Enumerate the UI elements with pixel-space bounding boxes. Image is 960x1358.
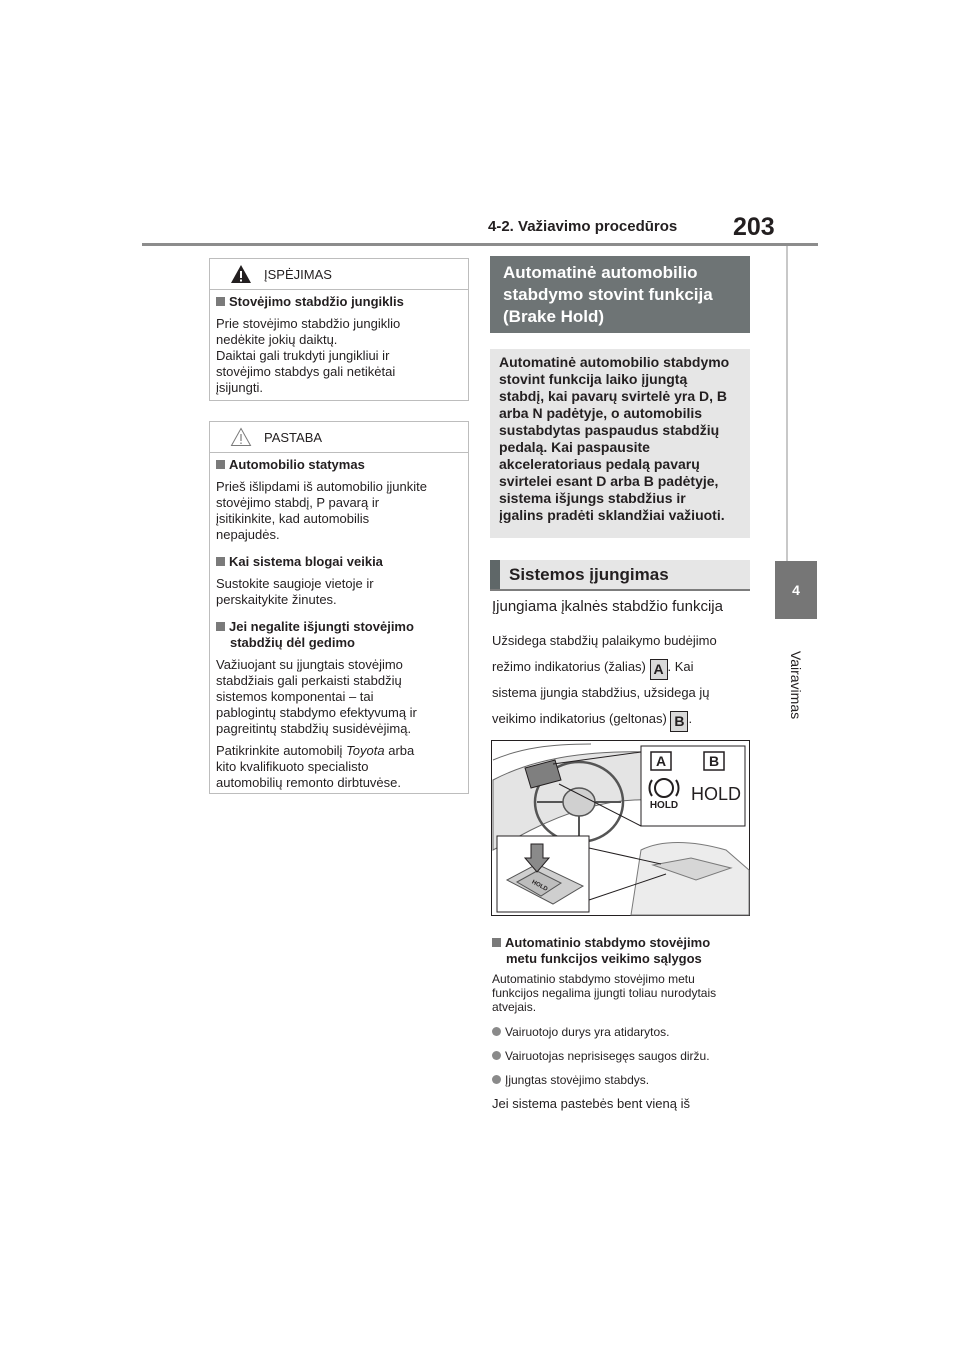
notice-text-line: kito kvalifikuoto specialisto — [216, 759, 369, 774]
subheading-rule — [490, 589, 750, 591]
step-line: veikimo indikatorius (geltonas) B . — [492, 706, 752, 732]
step-line: Užsidega stabdžių palaikymo budėjimo — [492, 633, 717, 648]
warning-text-line: Prie stovėjimo stabdžio jungiklio — [216, 316, 401, 331]
title-line: (Brake Hold) — [503, 307, 605, 326]
notice-text-line: pagreitintų stabdžių susidėvėjimą. — [216, 721, 412, 736]
side-divider — [786, 246, 788, 561]
intro-line: stabdį, kai pavarų svirtelė yra D, B — [499, 388, 727, 404]
section-title: 4-2. Važiavimo procedūros — [488, 218, 678, 235]
subheading-band — [490, 560, 750, 589]
condition-item: Įjungtas stovėjimo stabdys. — [492, 1073, 752, 1087]
notice-text-line: Sustokite saugioje vietoje ir — [216, 576, 374, 591]
label-b-marker: B — [670, 711, 688, 732]
intro-line: svirtelei esant D arba B padėtyje, — [499, 473, 719, 489]
notice-text-line: įsitikinkite, kad automobilis — [216, 511, 370, 526]
warning-triangle-icon — [230, 264, 252, 284]
conditions-heading: Automatinio stabdymo stovėjimo metu funkcijos veikimo sąlygos — [492, 935, 710, 967]
warning-text-line: stovėjimo stabdys gali netikėtai — [216, 364, 396, 379]
notice-heading: Jei negalite išjungti stovėjimo — [216, 619, 468, 635]
bullet-icon — [492, 1051, 501, 1060]
intro-line: sistema išjungs stabdžius ir — [499, 490, 686, 506]
notice-final-line: Patikrinkite automobilį Toyota arba — [216, 743, 415, 758]
warning-text-line: įsijungti. — [216, 380, 263, 395]
conditions-intro-line: funkcijos negalima įjungti toliau nurodytais — [492, 986, 717, 1000]
label-a-marker: A — [650, 659, 668, 680]
notice-heading-cont: stabdžių dėl gedimo — [230, 635, 355, 650]
figure-label-b: B — [708, 753, 720, 769]
warning-box-header — [210, 259, 468, 290]
notice-text-line: nepajudės. — [216, 527, 280, 542]
chapter-label: Vairavimas — [788, 650, 804, 720]
brake-hold-illustration — [491, 740, 750, 916]
notice-text-line: stovėjimo stabdį, P pavarą ir — [216, 495, 380, 510]
intro-line: Automatinė automobilio stabdymo — [499, 354, 730, 370]
notice-text-line: Važiuojant su įjungtais stovėjimo — [216, 657, 403, 672]
title-line: Automatinė automobilio — [503, 263, 698, 282]
warning-text-line: nedėkite jokių daiktų. — [216, 332, 338, 347]
page-number: 203 — [733, 213, 775, 241]
indicator-b-text: HOLD — [690, 784, 742, 804]
step-text — [492, 628, 752, 732]
caution-triangle-outline-icon — [230, 427, 252, 447]
subheading: Sistemos įjungimas — [509, 564, 669, 584]
conditions-list — [492, 1025, 752, 1087]
subheading-bar — [490, 560, 500, 589]
section-title-band — [490, 256, 750, 333]
condition-item: Vairuotojo durys yra atidarytos. — [492, 1025, 752, 1039]
intro-line: įgalins pradėti sklandžiai važiuoti. — [499, 507, 725, 523]
indicator-a-text: HOLD — [649, 800, 679, 811]
notice-text-line: sistemos komponentai – tai — [216, 689, 374, 704]
intro-line: arba N padėtyje, o automobilis — [499, 405, 703, 421]
bullet-icon — [492, 1075, 501, 1084]
final-line: Jei sistema pastebės bent vieną iš — [492, 1096, 690, 1111]
conditions-intro-line: Automatinio stabdymo stovėjimo metu — [492, 972, 695, 986]
notice-text-line: pablogintų stabdymo efektyvumą ir — [216, 705, 417, 720]
conditions-intro-line: atvejais. — [492, 1000, 537, 1014]
intro-line: sustabdytas paspaudus stabdžių — [499, 422, 720, 438]
intro-line: akceleratoriaus pedalą pavarų — [499, 456, 700, 472]
warning-box — [209, 258, 469, 401]
step-line: režimo indikatorius (žalias) A . Kai — [492, 654, 752, 680]
notice-box — [209, 421, 469, 794]
intro-line: pedalą. Kai paspausite — [499, 439, 650, 455]
conditions-intro — [492, 972, 752, 1014]
step-title: Įjungiama įkalnės stabdžio funkcija — [492, 598, 723, 615]
warning-text-line: Daiktai gali trukdyti jungikliui ir — [216, 348, 390, 363]
intro-line: stovint funkcija laiko įjungtą — [499, 371, 688, 387]
title-line: stabdymo stovint funkcija — [503, 285, 713, 304]
step-line: sistema įjungia stabdžius, užsidega jų — [492, 685, 710, 700]
intro-box — [490, 349, 750, 538]
notice-text-line: Prieš išlipdami iš automobilio įjunkite — [216, 479, 427, 494]
notice-text-line: stabdžiais gali perkaisti stabdžių — [216, 673, 402, 688]
chapter-tab[interactable]: 4 — [775, 561, 817, 619]
figure-label-a: A — [655, 753, 667, 769]
header-rule — [142, 243, 818, 246]
hold-switch-text: HOLD — [530, 879, 549, 893]
notice-text-line: perskaitykite žinutes. — [216, 592, 337, 607]
notice-heading: Automobilio statymas — [216, 457, 468, 473]
warning-box-title: ĮSPĖJIMAS — [264, 266, 332, 282]
warning-heading: Stovėjimo stabdžio jungiklis — [216, 294, 468, 310]
bullet-icon — [492, 1027, 501, 1036]
notice-text-line: automobilių remonto dirbtuvėse. — [216, 775, 401, 790]
condition-item: Vairuotojas neprisisegęs saugos diržu. — [492, 1049, 752, 1063]
notice-box-header — [210, 422, 468, 453]
notice-box-title: PASTABA — [264, 429, 323, 445]
notice-heading: Kai sistema blogai veikia — [216, 554, 468, 570]
